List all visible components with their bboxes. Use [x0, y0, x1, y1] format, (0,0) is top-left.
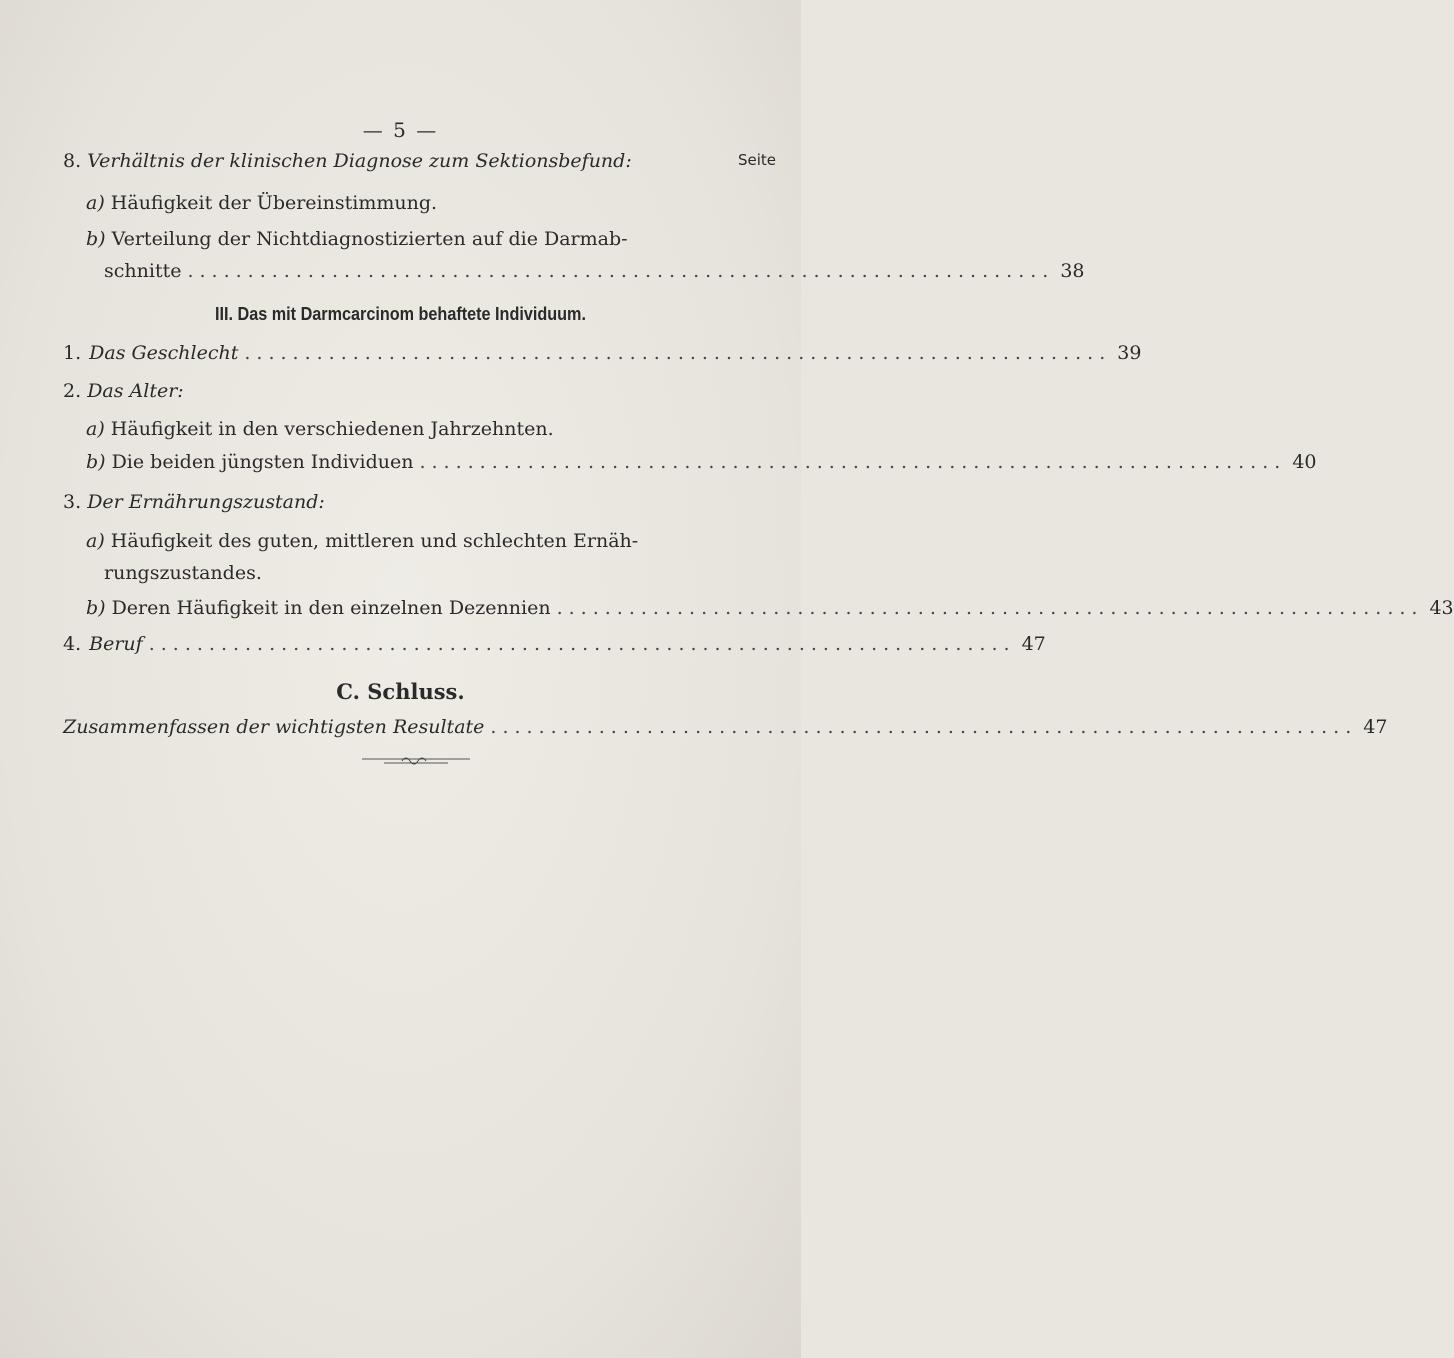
subitem-label: a) — [86, 418, 105, 440]
subitem-text-cont: schnitte — [104, 260, 182, 282]
toc-subitem-3a — [86, 530, 638, 552]
page-number: — 5 — — [362, 118, 439, 142]
dot-leader: ........................................................................ — [490, 716, 1358, 738]
dot-leader: ........................................................................ — [187, 260, 1055, 282]
toc-subitem-3a-cont — [104, 562, 262, 584]
item-title: Das Geschlecht — [89, 342, 239, 364]
toc-subitem-2b — [86, 451, 1317, 473]
page-ref: 39 — [1117, 342, 1142, 364]
subitem-text: Deren Häufigkeit in den einzelnen Dezennien — [111, 597, 551, 619]
page-ref: 47 — [1363, 716, 1388, 738]
toc-item-2 — [63, 380, 184, 402]
subitem-text: Häufigkeit des guten, mittleren und schlechten Ernäh- — [110, 530, 639, 552]
seite-label: Seite — [738, 151, 777, 169]
page-ref: 43 — [1429, 597, 1454, 619]
subitem-label: b) — [86, 597, 106, 619]
item-number: 2. — [63, 380, 82, 402]
toc-subitem-2a — [86, 418, 554, 440]
subitem-label: b) — [86, 451, 106, 473]
item-title: Zusammenfassen der wichtigsten Resultate — [63, 716, 485, 738]
item-title: Beruf — [89, 633, 143, 655]
item-number: 3. — [63, 491, 82, 513]
subitem-text-cont: rungszustandes. — [104, 562, 262, 584]
item-number: 4. — [63, 633, 82, 655]
toc-item-3 — [63, 491, 325, 513]
toc-item-4 — [63, 633, 1046, 655]
subitem-label: b) — [86, 228, 106, 250]
subitem-text: Häufigkeit in den verschiedenen Jahrzehnten. — [110, 418, 554, 440]
dot-leader: ........................................................................ — [244, 342, 1112, 364]
page-ref: 38 — [1060, 260, 1085, 282]
ornament-divider-icon — [362, 754, 470, 768]
item-number: 8. — [63, 150, 82, 172]
subitem-text: Verteilung der Nichtdiagnostizierten auf die Darmab- — [111, 228, 628, 250]
page-ref: 40 — [1292, 451, 1317, 473]
item-number: 1. — [63, 342, 82, 364]
section-heading-iii: III. Das mit Darmcarcinom behaftete Individuum. — [215, 304, 586, 324]
subitem-text: Häufigkeit der Übereinstimmung. — [110, 192, 438, 214]
toc-subitem-3b — [86, 597, 1454, 619]
dot-leader: ........................................................................ — [419, 451, 1287, 473]
item-title: Das Alter: — [87, 380, 184, 402]
item-title: Der Ernährungszustand: — [87, 491, 325, 513]
dot-leader: ........................................................................ — [556, 597, 1424, 619]
toc-subitem-8a — [86, 192, 437, 214]
section-heading-c: C. Schluss. — [336, 679, 465, 704]
subitem-label: a) — [86, 192, 105, 214]
toc-item-1 — [63, 342, 1142, 364]
subitem-label: a) — [86, 530, 105, 552]
item-title: Verhältnis der klinischen Diagnose zum Sektionsbefund: — [87, 150, 632, 172]
dot-leader: ........................................................................ — [148, 633, 1016, 655]
toc-subitem-8b — [86, 228, 628, 250]
toc-row-8b-cont — [104, 260, 1085, 282]
page-ref: 47 — [1021, 633, 1046, 655]
subitem-text: Die beiden jüngsten Individuen — [111, 451, 414, 473]
toc-item-8 — [63, 150, 632, 172]
toc-summary — [63, 716, 1388, 738]
